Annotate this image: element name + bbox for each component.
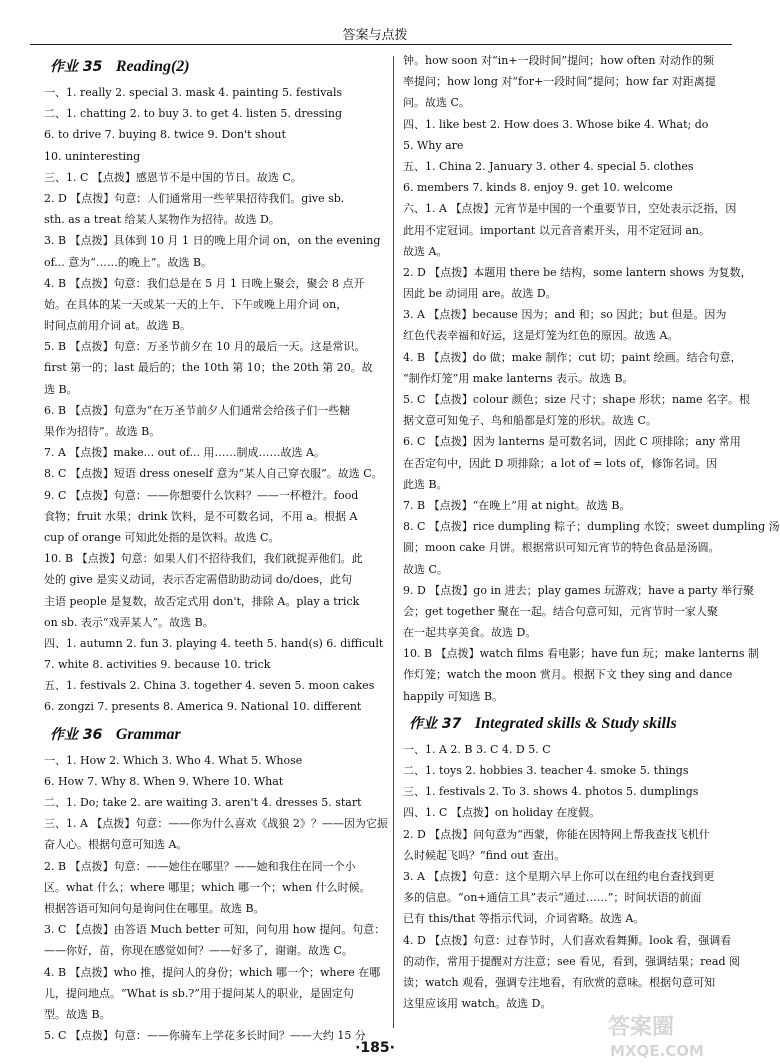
answer-line: 问。故选 C。 bbox=[403, 96, 470, 110]
answer-line: 处的 give 是实义动词，表示否定需借助助动词 do/does，此句 bbox=[44, 573, 352, 587]
answer-line: 4. B 【点拨】do 做；make 制作；cut 切；paint 绘画。结合句意， bbox=[403, 350, 742, 364]
answer-line: 5. Why are bbox=[403, 138, 464, 152]
answer-line: 3. A 【点拨】because 因为；and 和；so 因此；but 但是。因为 bbox=[403, 308, 727, 322]
answer-line: 一、1. really 2. special 3. mask 4. painting 5. festivals bbox=[44, 86, 343, 99]
answer-line: 3. C 【点拨】由答语 Much better 可知，问句用 how 提问。句意： bbox=[44, 923, 386, 937]
answer-line: 的动作，常用于提醒对方注意；see 看见，看到，强调结果；read 阅 bbox=[403, 954, 741, 968]
answer-line: 么时候起飞吗？”find out 查出。 bbox=[403, 848, 566, 862]
answer-line: 6. to drive 7. buying 8. twice 9. Don't shout bbox=[44, 128, 286, 142]
answer-line: 奋人心。根据句意可知选 A。 bbox=[44, 838, 188, 852]
answer-line: 据文意可知兔子、鸟和船都是灯笼的形状。故选 C。 bbox=[403, 414, 657, 428]
answer-line: 在一起共享美食。故选 D。 bbox=[403, 626, 537, 640]
homework-36-continued bbox=[403, 50, 780, 707]
header-title: 答案与点拨 bbox=[342, 28, 408, 43]
homework-36-title: Grammar bbox=[115, 725, 181, 743]
answer-line: 钟。how soon 对“in+一段时间”提问；how often 对动作的频 bbox=[403, 54, 714, 67]
answer-line: 4. B 【点拨】句意：我们总是在 5 月 1 日晚上聚会，聚会 8 点开 bbox=[44, 276, 365, 290]
answer-line: 作灯笼；watch the moon 赏月。根据下文 they sing and dance bbox=[403, 668, 733, 682]
homework-37-title: Integrated skills & Study skills bbox=[474, 714, 677, 732]
answer-line: 选 B。 bbox=[44, 382, 78, 396]
answer-line: 5. C 【点拨】colour 颜色；size 尺寸；shape 形状；name 名字。根 bbox=[403, 393, 751, 406]
watermark-text-cn: 答案圈 bbox=[608, 1015, 675, 1040]
homework-36-number: 作业 36 bbox=[50, 726, 103, 743]
homework-35-number: 作业 35 bbox=[50, 59, 103, 75]
answer-line: 三、1. A 【点拨】句意：——你为什么喜欢《战狼 2》？——因为它振 bbox=[44, 817, 388, 831]
answer-line: 2. D 【点拨】问句意为“西蒙，你能在因特网上帮我查找飞机什 bbox=[403, 827, 710, 841]
header-rule bbox=[30, 44, 732, 45]
right-column bbox=[403, 50, 780, 1014]
answer-line: 9. D 【点拨】go in 进去；play games 玩游戏；have a party 举行聚 bbox=[403, 583, 754, 597]
answer-line: 6. C 【点拨】因为 lanterns 是可数名词，因此 C 项排除；any 常用 bbox=[403, 435, 741, 449]
answer-line: 故选 C。 bbox=[403, 562, 448, 576]
answer-line: 7. white 8. activities 9. because 10. trick bbox=[44, 658, 271, 672]
answer-line: 10. uninteresting bbox=[44, 149, 141, 163]
page-number: ·185· bbox=[355, 1040, 395, 1056]
answer-line: 5. C 【点拨】句意：——你骑车上学花多长时间？——大约 15 分 bbox=[44, 1029, 366, 1043]
answer-line: 10. B 【点拨】句意：如果人们不招待我们，我们就捉弄他们。此 bbox=[44, 552, 363, 566]
homework-37-answers bbox=[403, 739, 739, 1014]
answer-line: 圆；moon cake 月饼。根据常识可知元宵节的特色食品是汤圆。 bbox=[403, 541, 720, 555]
answer-line: 7. B 【点拨】“在晚上”用 at night。故选 B。 bbox=[403, 498, 631, 512]
answer-line: 2. B 【点拨】句意：——她住在哪里？——她和我住在同一个小 bbox=[44, 859, 356, 873]
answer-line: 7. A 【点拨】make... out of... 用……制成……故选 A。 bbox=[44, 446, 325, 460]
answer-line: 一、1. A 2. B 3. C 4. D 5. C bbox=[403, 742, 551, 756]
answer-line: 6. zongzi 7. presents 8. America 9. National 10. different bbox=[44, 700, 362, 714]
answer-line: 二、1. toys 2. hobbies 3. teacher 4. smoke 5. things bbox=[403, 764, 689, 777]
homework-35-title: Reading(2) bbox=[115, 58, 190, 75]
answer-line: happily 可知选 B。 bbox=[403, 689, 504, 703]
left-column bbox=[44, 50, 388, 1046]
answer-line: 食物；fruit 水果；drink 饮料，是不可数名词，不用 a。根据 A bbox=[44, 509, 358, 523]
homework-35-heading bbox=[44, 52, 388, 82]
answer-line: 二、1. Do; take 2. are waiting 3. aren't 4. dresses 5. start bbox=[44, 796, 362, 809]
answer-line: 10. B 【点拨】watch films 看电影；have fun 玩；make lanterns 制 bbox=[403, 647, 759, 661]
answer-line: 3. A 【点拨】句意：这个星期六早上你可以在纽约电台查找到更 bbox=[403, 869, 715, 883]
page-header bbox=[0, 0, 750, 46]
answer-line: 时间点前用介词 at。故选 B。 bbox=[44, 319, 192, 333]
answer-line: 五、1. China 2. January 3. other 4. special 5. clothes bbox=[403, 159, 694, 173]
answer-line: 因此 be 动词用 are。故选 D。 bbox=[403, 287, 557, 301]
answer-line: 4. D 【点拨】句意：过春节时，人们喜欢看舞狮。look 看，强调看 bbox=[403, 933, 732, 947]
answer-line: 四、1. like best 2. How does 3. Whose bike 4. What; do bbox=[403, 117, 709, 131]
answer-line: 8. C 【点拨】rice dumpling 粽子；dumpling 水饺；sweet dumpling 汤 bbox=[403, 520, 780, 534]
answer-line: 四、1. autumn 2. fun 3. playing 4. teeth 5. hand(s) 6. difficult bbox=[44, 636, 384, 650]
answer-line: 6. members 7. kinds 8. enjoy 9. get 10. welcome bbox=[403, 181, 673, 195]
answer-line: cup of orange 可知此处指的是饮料。故选 C。 bbox=[44, 530, 280, 544]
answer-line: on sb. 表示“戏弄某人”。故选 B。 bbox=[44, 615, 214, 629]
answer-line: 区。what 什么；where 哪里；which 哪一个；when 什么时候。 bbox=[44, 880, 371, 894]
answer-line: 红色代表幸福和好运，这是灯笼为红色的原因。故选 A。 bbox=[403, 329, 679, 343]
homework-37-number: 作业 37 bbox=[409, 715, 462, 732]
answer-line: 故选 A。 bbox=[403, 244, 448, 258]
homework-37-heading bbox=[403, 709, 739, 739]
watermark-text-en: MXQE.COM bbox=[610, 1042, 704, 1060]
answer-line: 5. B 【点拨】句意：万圣节前夕在 10 月的最后一天。这是常识。 bbox=[44, 340, 366, 354]
answer-line: 四、1. C 【点拨】on holiday 在度假。 bbox=[403, 806, 601, 820]
watermark-logo bbox=[600, 1008, 740, 1062]
answer-line: 8. C 【点拨】短语 dress oneself 意为“某人自己穿衣服”。故选 C。 bbox=[44, 467, 383, 481]
answer-line: 会；get together 聚在一起。结合句意可知，元宵节时一家人聚 bbox=[403, 604, 718, 618]
answer-line: sth. as a treat 给某人某物作为招待。故选 D。 bbox=[44, 213, 280, 227]
homework-36-answers bbox=[44, 750, 388, 1047]
answer-line: ——你好，苗，你现在感觉如何？——好多了，谢谢。故选 C。 bbox=[44, 944, 353, 958]
answer-line: 4. B 【点拨】who 推，提问人的身份；which 哪一个；where 在哪 bbox=[44, 965, 381, 979]
answer-line: 9. C 【点拨】句意：——你想要什么饮料？——一杯橙汁。food bbox=[44, 488, 359, 502]
answer-line: 在否定句中，因此 D 项排除；a lot of = lots of，修饰名词。因 bbox=[403, 456, 718, 470]
answer-line: first 第一的；last 最后的；the 10th 第 10；the 20th 第 20。故 bbox=[44, 361, 373, 375]
answer-line: 三、1. festivals 2. To 3. shows 4. photos 5. dumplings bbox=[403, 785, 699, 799]
answer-line: 6. B 【点拨】句意为“在万圣节前夕人们通常会给孩子们一些糖 bbox=[44, 403, 351, 417]
answer-line: 这里应该用 watch。故选 D。 bbox=[403, 997, 552, 1011]
answer-line: 读；watch 观看，强调专注地看，有欣赏的意味。根据句意可知 bbox=[403, 975, 716, 989]
answer-line: “制作灯笼”用 make lanterns 表示。故选 B。 bbox=[403, 371, 634, 385]
answer-line: 此选 B。 bbox=[403, 477, 448, 491]
answer-line: 6. How 7. Why 8. When 9. Where 10. What bbox=[44, 774, 284, 788]
homework-36-heading bbox=[44, 720, 388, 750]
answer-line: 六、1. A 【点拨】元宵节是中国的一个重要节日，空处表示泛指，因 bbox=[403, 202, 737, 216]
answer-line: 多的信息。“on+通信工具”表示“通过……”；时间状语的前面 bbox=[403, 891, 702, 905]
answer-line: 儿，提问地点。“What is sb.?”用于提问某人的职业，是固定句 bbox=[44, 986, 354, 1000]
answer-line: 型。故选 B。 bbox=[44, 1007, 111, 1021]
answer-line: 已有 this/that 等指示代词，介词省略。故选 A。 bbox=[403, 912, 645, 926]
answer-line: 五、1. festivals 2. China 3. together 4. seven 5. moon cakes bbox=[44, 679, 375, 693]
answer-line: 率提问；how long 对“for+一段时间”提问；how far 对距离提 bbox=[403, 75, 716, 89]
answer-line: 主语 people 是复数，故否定式用 don't，排除 A。play a trick bbox=[44, 594, 360, 608]
answer-line: 2. D 【点拨】句意：人们通常用一些苹果招待我们。give sb. bbox=[44, 191, 345, 205]
answer-line: 始。在具体的某一天或某一天的上午、下午或晚上用介词 on， bbox=[44, 297, 348, 311]
homework-35-answers bbox=[44, 82, 388, 718]
answer-line: of... 意为“……的晚上”。故选 B。 bbox=[44, 255, 213, 269]
answer-line: 根据答语可知问句是询问住在哪里。故选 B。 bbox=[44, 901, 265, 915]
column-divider bbox=[393, 56, 394, 1028]
answer-line: 3. B 【点拨】具体到 10 月 1 日的晚上用介词 on，on the evening bbox=[44, 234, 381, 248]
answer-line: 此用不定冠词。important 以元音音素开头，用不定冠词 an。 bbox=[403, 223, 710, 237]
answer-line: 三、1. C 【点拨】感恩节不是中国的节日。故选 C。 bbox=[44, 170, 302, 184]
answer-line: 果作为招待”。故选 B。 bbox=[44, 425, 161, 438]
answer-line: 2. D 【点拨】本题用 there be 结构，some lantern shows 为复数， bbox=[403, 265, 752, 279]
answer-line: 一、1. How 2. Which 3. Who 4. What 5. Whose bbox=[44, 753, 303, 767]
answer-line: 二、1. chatting 2. to buy 3. to get 4. listen 5. dressing bbox=[44, 107, 343, 121]
